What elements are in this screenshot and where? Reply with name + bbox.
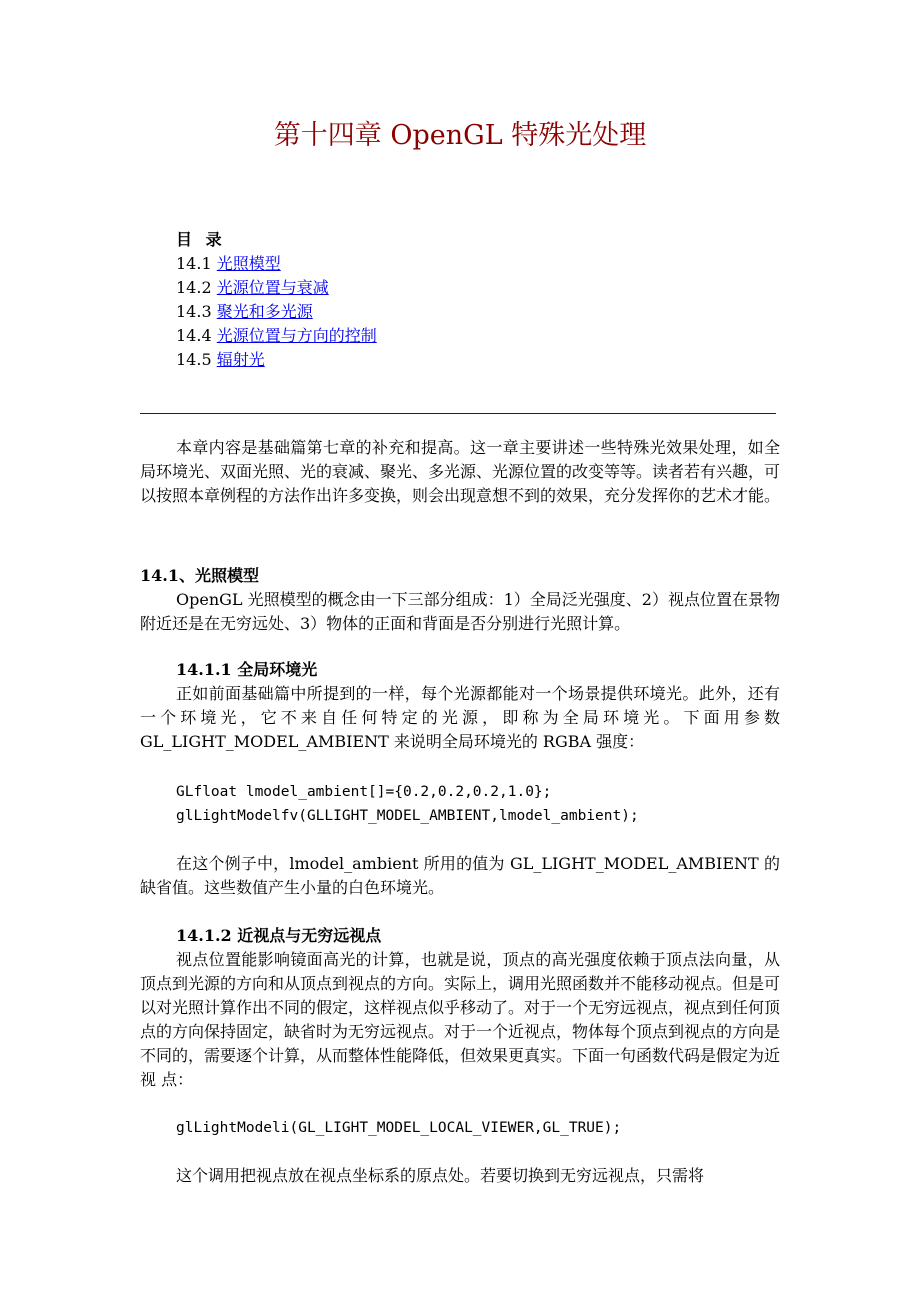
table-of-contents (176, 228, 377, 372)
section-heading-14-1-1: 14.1.1 全局环境光 (176, 660, 318, 679)
section-14-1-1-after-paragraph: 在这个例子中，lmodel_ambient 所用的值为 GL_LIGHT_MODEL_AMBIENT 的缺省值。这些数值产生小量的白色环境光。 (140, 854, 780, 897)
toc-link-emission-light[interactable]: 辐射光 (216, 350, 265, 369)
intro-paragraph: 本章内容是基础篇第七章的补充和提高。这一章主要讲述一些特殊光效果处理，如全局环境光、双面光照、光的衰减、聚光、多光源、光源位置的改变等等。读者若有兴趣，可以按照本章例程的方法作出许多变换，则会出现意想不到的效果，充分发挥你的艺术才能。 (140, 438, 781, 505)
toc-link-light-position-attenuation[interactable]: 光源位置与衰减 (216, 278, 329, 297)
section-heading-14-1-2: 14.1.2 近视点与无穷远视点 (176, 926, 382, 945)
code-line-local-viewer: glLightModeli(GL_LIGHT_MODEL_LOCAL_VIEWER,GL_TRUE); (176, 1120, 622, 1136)
section-14-1-2-paragraph: 视点位置能影响镜面高光的计算，也就是说，顶点的高光强度依赖于顶点法向量，从顶点到光源的方向和从顶点到视点的方向。实际上，调用光照函数并不能移动视点。但是可以对光照计算作出不同的假定，这样视点似乎移动了。对于一个无穷远视点，视点到任何顶点的方向保持固定，缺省时为无穷远视点。对于一个近视点，物体每个顶点到视点的方向是不同的，需要逐个计算，从而整体性能降低，但效果更真实。下面一句函数代码是假定为近视 点： (140, 950, 781, 1089)
toc-item-14-4 (176, 324, 377, 348)
toc-item-number: 14.2 (176, 278, 212, 297)
page-title: 第十四章 OpenGL 特殊光处理 (273, 120, 647, 151)
toc-link-light-position-direction-control[interactable]: 光源位置与方向的控制 (216, 326, 377, 345)
horizontal-divider (140, 413, 776, 414)
toc-item-number: 14.3 (176, 302, 212, 321)
section-14-1-paragraph: OpenGL 光照模型的概念由一下三部分组成：1）全局泛光强度、2）视点位置在景物附近还是在无穷远处、3）物体的正面和背面是否分别进行光照计算。 (140, 590, 780, 633)
code-line-ambient-array: GLfloat lmodel_ambient[]={0.2,0.2,0.2,1.0}; (176, 784, 552, 800)
section-heading-14-1: 14.1、光照模型 (140, 566, 259, 585)
section-14-1-2-after-paragraph: 这个调用把视点放在视点坐标系的原点处。若要切换到无穷远视点，只需将 (176, 1166, 705, 1185)
toc-item-14-1 (176, 252, 377, 276)
section-14-1-1-paragraph: 正如前面基础篇中所提到的一样，每个光源都能对一个场景提供环境光。此外，还有一个环境光，它不来自任何特定的光源，即称为全局环境光。下面用参数 GL_LIGHT_MODEL_AMBIENT 来说明全局环境光的 RGBA 强度： (140, 684, 780, 751)
toc-item-14-5 (176, 348, 377, 372)
toc-item-14-2 (176, 276, 377, 300)
toc-heading: 目 录 (176, 230, 226, 249)
code-line-light-model-call: glLightModelfv(GLLIGHT_MODEL_AMBIENT,lmodel_ambient); (176, 808, 639, 824)
toc-item-14-3 (176, 300, 377, 324)
toc-link-spotlight-multiple-lights[interactable]: 聚光和多光源 (216, 302, 313, 321)
toc-item-number: 14.5 (176, 350, 212, 369)
toc-item-number: 14.4 (176, 326, 212, 345)
toc-item-number: 14.1 (176, 254, 212, 273)
toc-link-lighting-model[interactable]: 光照模型 (216, 254, 281, 273)
